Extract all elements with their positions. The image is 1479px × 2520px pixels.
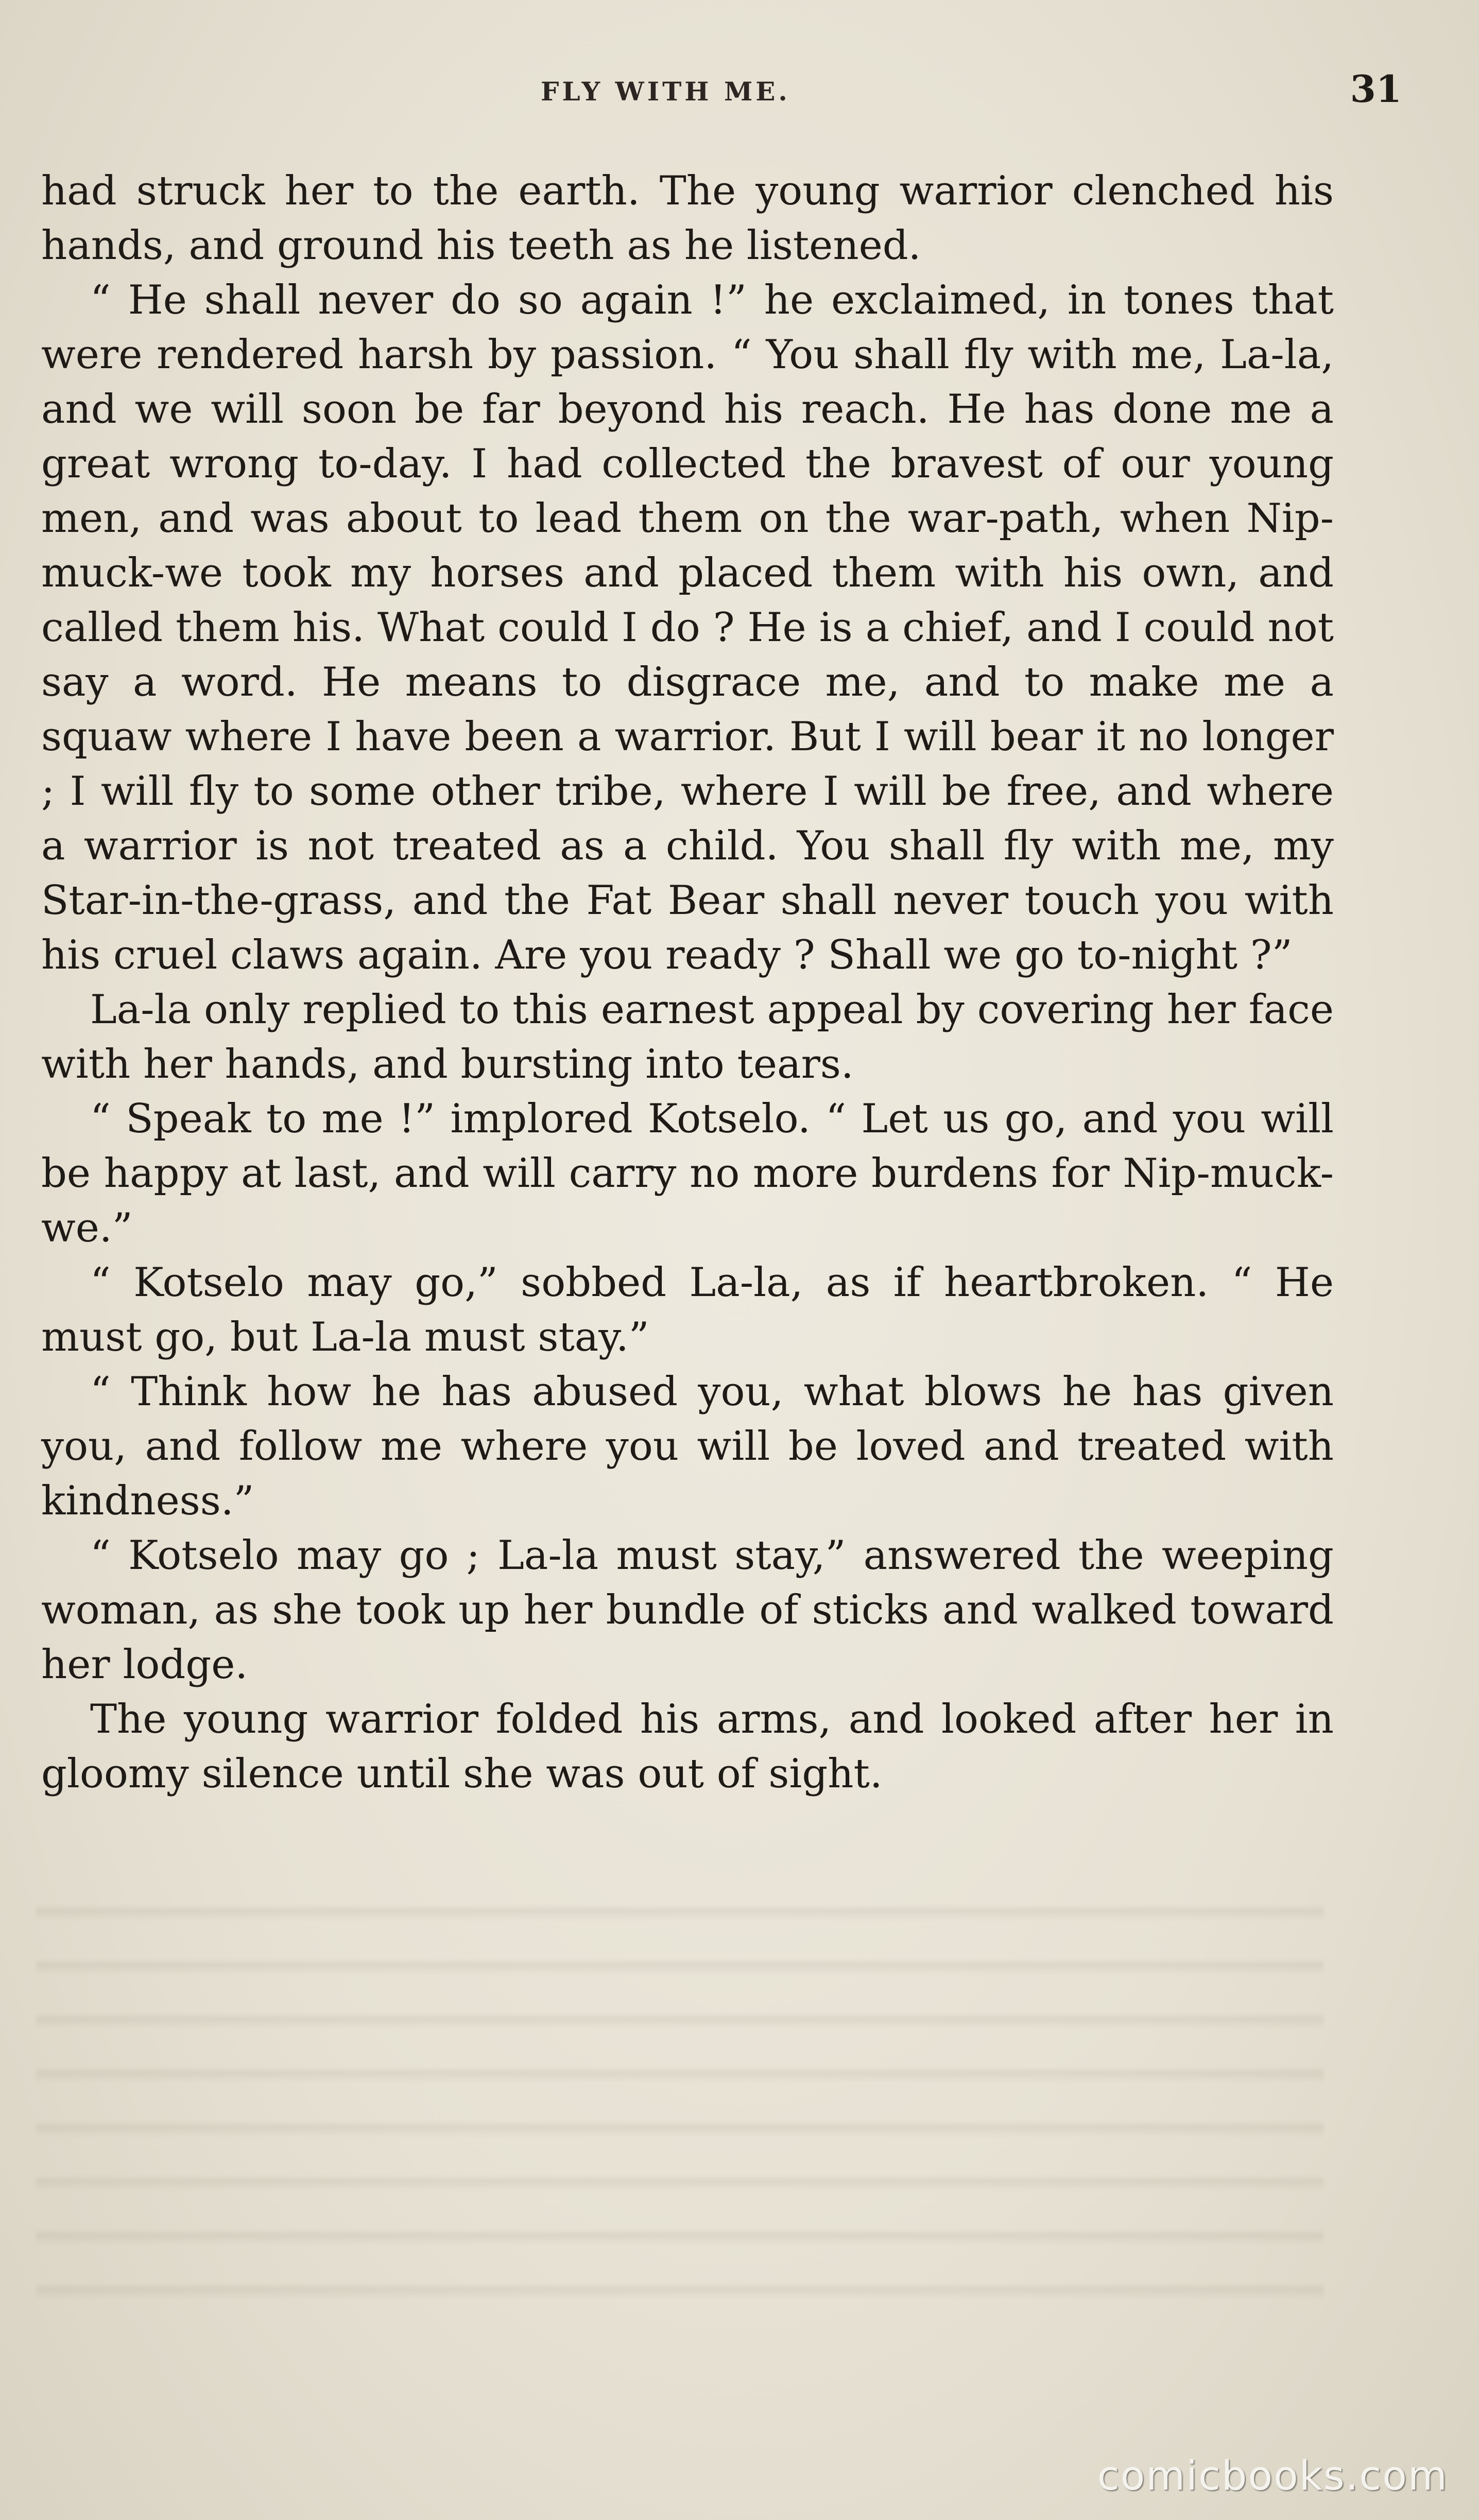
watermark-logo: comicbooks.com xyxy=(1097,2453,1448,2499)
paragraph-4: “ Speak to me !” implored Kotselo. “ Let us go, and you will be happy at last, and will carry no more burdens for Nip-muck-we.” xyxy=(41,1096,1334,1251)
reverse-side-bleed-through xyxy=(36,1874,1323,2338)
body-text xyxy=(41,164,1334,1801)
paragraph-8: The young warrior folded his arms, and looked after her in gloomy silence until she was out of sight. xyxy=(41,1696,1334,1797)
paragraph-6: “ Think how he has abused you, what blows he has given you, and follow me where you will be loved and treated with kindness.” xyxy=(41,1369,1334,1524)
paragraph-5: “ Kotselo may go,” sobbed La-la, as if heartbroken. “ He must go, but La-la must stay.” xyxy=(41,1259,1334,1360)
page-number: 31 xyxy=(1350,67,1402,111)
paragraph-2: “ He shall never do so again !” he exclaimed, in tones that were rendered harsh by passion. “ You shall fly with me, La-la, and we will soon be far beyond his reach. He has done me a great wrong to-day. I had collected the bravest of our young men, and was about to lead them on the war-path, when Nip-muck-we took my horses and placed them with his own, and called them his. What could I do ? He is a chief, and I could not say a word. He means to disgrace me, and to make me a squaw where I have been a warrior. But I will bear it no longer ; I will fly to some other tribe, where I will be free, and where a warrior is not treated as a child. You shall fly with me, my Star-in-the-grass, and the Fat Bear shall never touch you with his cruel claws again. Are you ready ? Shall we go to-night ?” xyxy=(41,277,1334,978)
paragraph-3: La-la only replied to this earnest appeal by covering her face with her hands, and bursting into tears. xyxy=(41,987,1334,1088)
paragraph-1: had struck her to the earth. The young warrior clenched his hands, and ground his teeth as he listened. xyxy=(41,168,1334,269)
running-head-title: FLY WITH ME. xyxy=(541,76,790,107)
paragraph-7: “ Kotselo may go ; La-la must stay,” answered the weeping woman, as she took up her bundle of sticks and walked toward her lodge. xyxy=(41,1532,1334,1688)
